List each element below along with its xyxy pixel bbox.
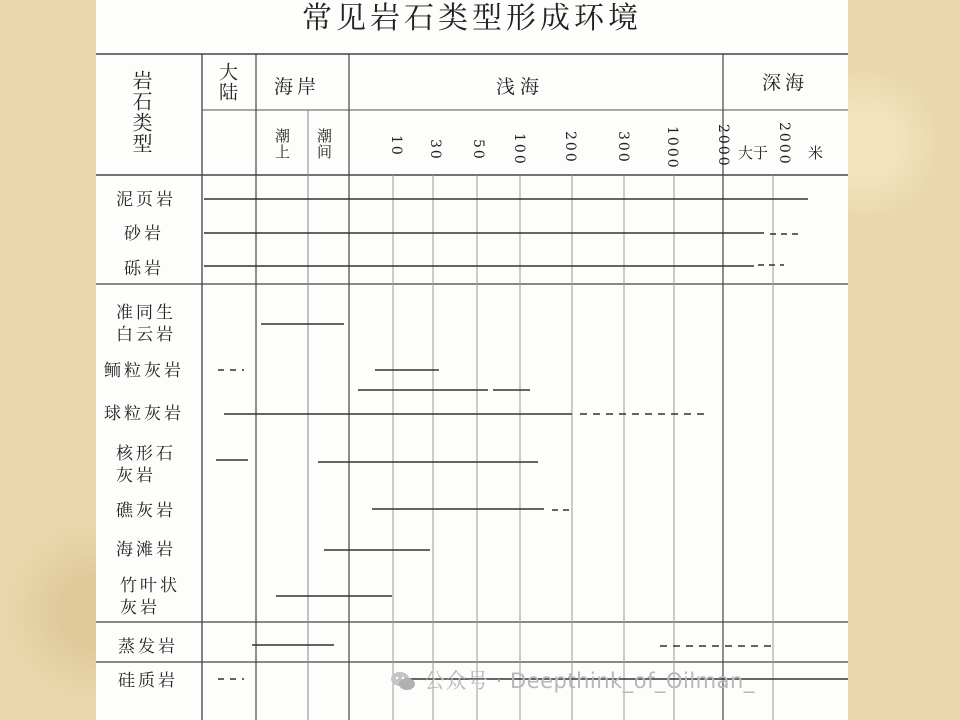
header-rock-type: 岩石类型 bbox=[129, 70, 153, 154]
depth-unit: 米 bbox=[808, 144, 824, 162]
rock-label-flatpebble: 竹叶状灰岩 bbox=[120, 576, 180, 618]
rock-label-shale: 泥页岩 bbox=[116, 190, 176, 210]
rock-label-oolite: 鲕粒灰岩 bbox=[104, 361, 184, 381]
rock-label-reef: 礁灰岩 bbox=[116, 501, 176, 521]
depth-label-200: 200 bbox=[562, 131, 578, 164]
header-coast: 海岸 bbox=[274, 76, 321, 98]
depth-label-30: 30 bbox=[427, 139, 443, 161]
rock-label-chert: 硅质岩 bbox=[118, 671, 178, 691]
wechat-icon bbox=[390, 671, 416, 691]
rock-label-dolomite: 准同生白云岩 bbox=[116, 303, 176, 345]
rock-label-conglomerate: 砾岩 bbox=[124, 259, 164, 279]
header-deep-sea: 深海 bbox=[762, 72, 809, 94]
page-title: 常见岩石类型形成环境 bbox=[302, 1, 642, 36]
watermark-text: 公众号 · Deepthink_of_Oilman_ bbox=[424, 669, 755, 693]
depth-label-100: 100 bbox=[511, 133, 527, 166]
depth-label-1000: 1000 bbox=[664, 126, 680, 170]
rock-label-oncolite: 核形石灰岩 bbox=[116, 444, 176, 486]
header-continent: 大陆 bbox=[216, 62, 238, 102]
rock-label-sandstone: 砂岩 bbox=[124, 224, 164, 244]
depth-greater-than: 大于 bbox=[738, 144, 769, 162]
rock-label-evaporite: 蒸发岩 bbox=[118, 637, 178, 657]
depth-label-2000: 2000 bbox=[715, 124, 731, 168]
header-intertidal: 潮间 bbox=[315, 128, 333, 160]
chart-sheet bbox=[96, 0, 848, 720]
depth-label-10: 10 bbox=[388, 135, 404, 157]
depth-label-deep-2000: 2000 bbox=[776, 122, 792, 166]
header-shallow-sea: 浅海 bbox=[496, 76, 545, 98]
rock-label-beachrock: 海滩岩 bbox=[116, 540, 176, 560]
table-grid bbox=[96, 0, 848, 720]
rock-label-pellet: 球粒灰岩 bbox=[104, 404, 184, 424]
depth-label-300: 300 bbox=[615, 131, 631, 164]
header-supratidal: 潮上 bbox=[273, 128, 291, 160]
watermark bbox=[390, 665, 755, 695]
depth-label-50: 50 bbox=[470, 139, 486, 161]
